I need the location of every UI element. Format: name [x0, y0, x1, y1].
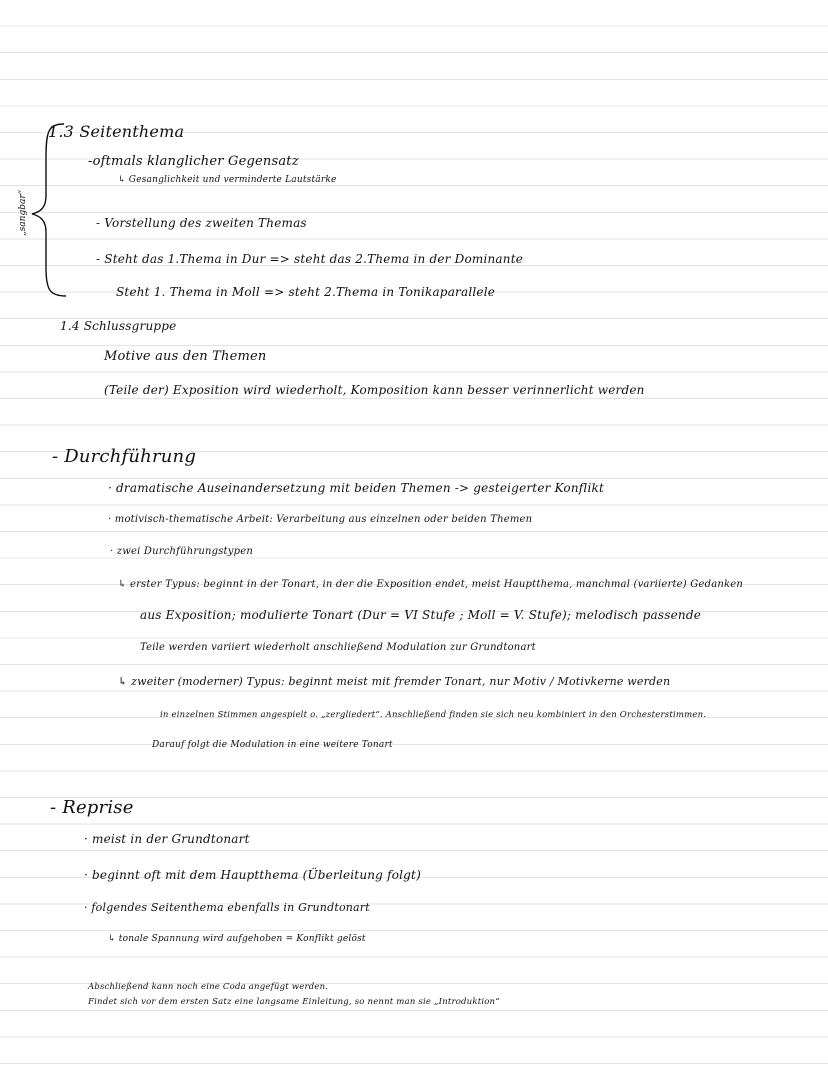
typus-2-line-1: ↳ zweiter (moderner) Typus: beginnt meist mit fremder Tonart, nur Motiv / Motivkerne werden — [118, 675, 671, 688]
sec14-line-2: (Teile der) Exposition wird wiederholt, Komposition kann besser verinnerlicht werden — [104, 383, 645, 397]
sec13-line-2: ↳ Gesanglichkeit und verminderte Lautstärke — [118, 175, 337, 185]
sec14-line-1: Motive aus den Themen — [104, 349, 267, 364]
reprise-bullet-2: · beginnt oft mit dem Hauptthema (Überleitung folgt) — [84, 868, 421, 882]
heading-reprise: - Reprise — [50, 797, 134, 818]
sec13-line-4: - Steht das 1.Thema in Dur => steht das 2.Thema in der Dominante — [96, 252, 524, 266]
sec13-line-1: -oftmals klanglicher Gegensatz — [88, 154, 299, 169]
reprise-bullet-4: ↳ tonale Spannung wird aufgehoben = Konflikt gelöst — [108, 934, 366, 944]
durch-bullet-1: · dramatische Auseinandersetzung mit beiden Themen -> gesteigerter Konflikt — [108, 481, 604, 495]
sec13-line-5: Steht 1. Thema in Moll => steht 2.Thema in Tonikaparallele — [116, 285, 496, 299]
typus-1-line-1: ↳ erster Typus: beginnt in der Tonart, in der die Exposition endet, meist Hauptthema, manchmal (variierte) Gedanken — [118, 579, 744, 590]
durch-bullet-2: · motivisch-thematische Arbeit: Verarbeitung aus einzelnen oder beiden Themen — [108, 514, 533, 525]
typus-2-line-3: Darauf folgt die Modulation in eine weitere Tonart — [152, 740, 393, 750]
footer-line-1: Abschließend kann noch eine Coda angefügt werden. — [88, 982, 329, 992]
side-note: „sangbar“ — [18, 189, 28, 236]
heading-1-3: 1.3 Seitenthema — [48, 122, 185, 141]
reprise-bullet-3: · folgendes Seitenthema ebenfalls in Grundtonart — [84, 901, 370, 914]
durch-bullet-3: · zwei Durchführungstypen — [110, 546, 253, 557]
typus-1-line-2: aus Exposition; modulierte Tonart (Dur = VI Stufe ; Moll = V. Stufe); melodisch passende — [140, 608, 702, 622]
footer-line-2: Findet sich vor dem ersten Satz eine langsame Einleitung, so nennt man sie „Introduktion“ — [88, 997, 500, 1007]
sec13-line-3: - Vorstellung des zweiten Themas — [96, 216, 307, 230]
heading-1-4: 1.4 Schlussgruppe — [60, 319, 177, 333]
typus-2-line-2: in einzelnen Stimmen angespielt o. „zergliedert“. Anschließend finden sie sich neu kombiniert in den Orchesterstimmen. — [160, 710, 707, 720]
typus-1-line-3: Teile werden variiert wiederholt anschließend Modulation zur Grundtonart — [140, 642, 536, 653]
brace-mark — [28, 118, 68, 303]
heading-durchfuehrung: - Durchführung — [52, 446, 197, 467]
reprise-bullet-1: · meist in der Grundtonart — [84, 832, 250, 846]
